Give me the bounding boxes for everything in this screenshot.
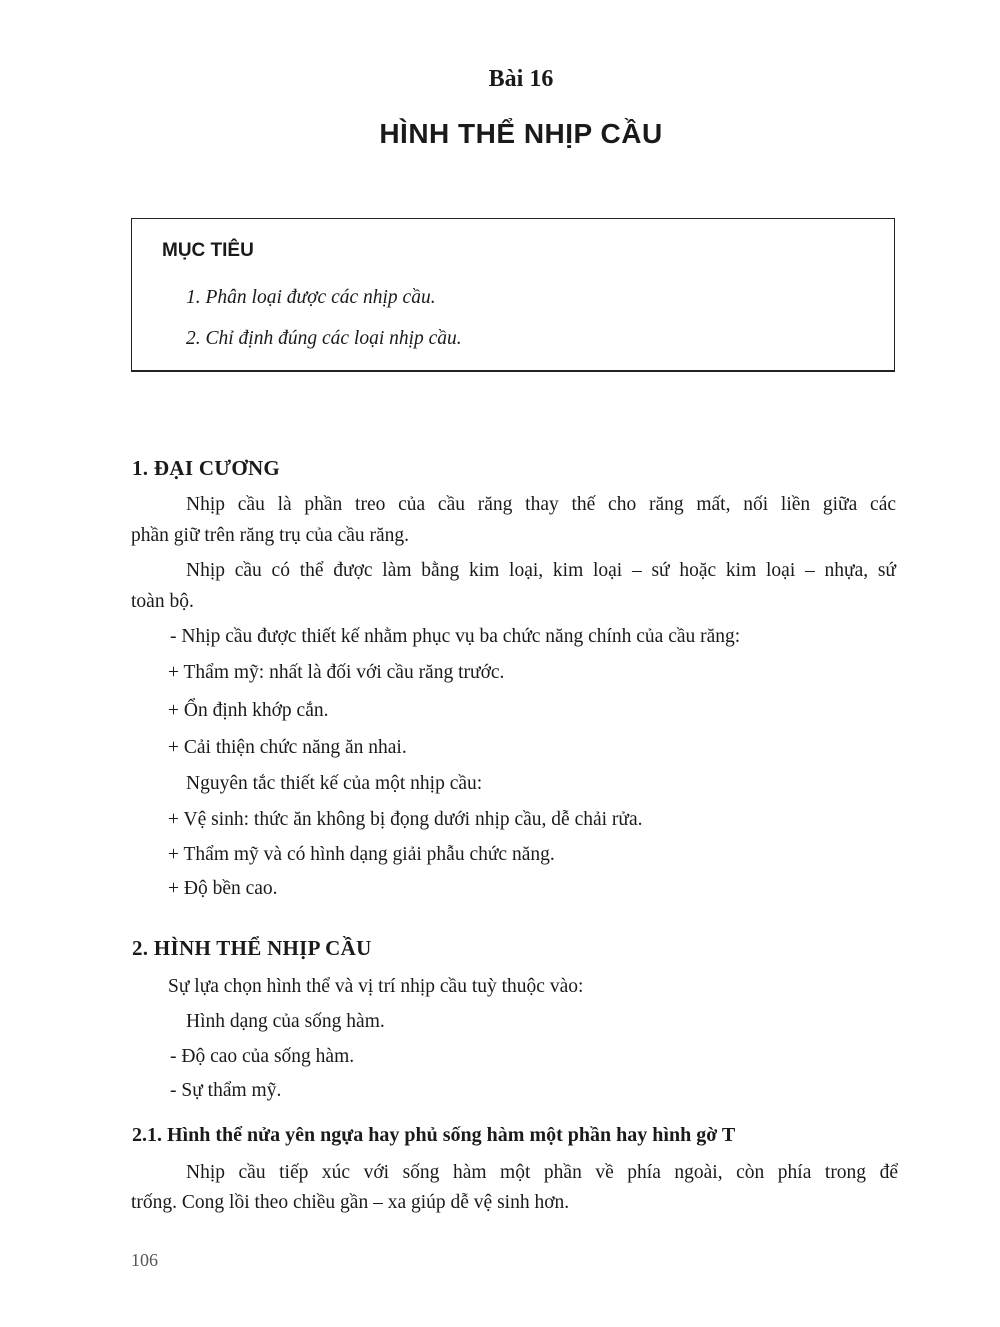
objective-item: 1. Phân loại được các nhịp cầu. — [186, 287, 436, 308]
paragraph-line: Nhịp cầu là phần treo của cầu răng thay thế cho răng mất, nối liền giữa các — [186, 494, 896, 515]
objective-item: 2. Chỉ định đúng các loại nhịp cầu. — [186, 328, 462, 349]
list-item: + Thẩm mỹ: nhất là đối với cầu răng trước. — [168, 662, 505, 683]
list-intro: Sự lựa chọn hình thể và vị trí nhịp cầu tuỳ thuộc vào: — [168, 976, 584, 997]
list-item: + Độ bền cao. — [168, 878, 278, 899]
list-item: - Sự thẩm mỹ. — [170, 1080, 282, 1101]
list-item: Hình dạng của sống hàm. — [186, 1011, 385, 1032]
list-item: + Vệ sinh: thức ăn không bị đọng dưới nhịp cầu, dễ chải rửa. — [168, 809, 643, 830]
list-item: + Thẩm mỹ và có hình dạng giải phẫu chức năng. — [168, 844, 555, 865]
paragraph-line: trống. Cong lồi theo chiều gần – xa giúp dễ vệ sinh hơn. — [131, 1192, 570, 1213]
list-item: + Ổn định khớp cắn. — [168, 700, 329, 721]
section-heading-general: 1. ĐẠI CƯƠNG — [132, 456, 281, 480]
list-intro: - Nhịp cầu được thiết kế nhằm phục vụ ba chức năng chính của cầu răng: — [170, 626, 741, 647]
list-item: - Độ cao của sống hàm. — [170, 1046, 355, 1067]
paragraph-line: phần giữ trên răng trụ của cầu răng. — [131, 525, 410, 546]
list-item: + Cải thiện chức năng ăn nhai. — [168, 737, 407, 758]
section-heading-shapes: 2. HÌNH THỂ NHỊP CẦU — [132, 936, 372, 960]
paragraph-line: Nhịp cầu tiếp xúc với sống hàm một phần về phía ngoài, còn phía trong để — [186, 1162, 898, 1183]
objectives-heading: MỤC TIÊU — [162, 240, 254, 261]
subsection-heading: 2.1. Hình thể nửa yên ngựa hay phủ sống hàm một phần hay hình gờ T — [132, 1124, 736, 1146]
paragraph-line: Nhịp cầu có thể được làm bằng kim loại, kim loại – sứ hoặc kim loại – nhựa, sứ — [186, 560, 896, 581]
page-title: HÌNH THỂ NHỊP CẦU — [379, 118, 663, 149]
list-intro: Nguyên tắc thiết kế của một nhịp cầu: — [186, 773, 483, 794]
lesson-number: Bài 16 — [488, 66, 554, 92]
paragraph-line: toàn bộ. — [131, 591, 194, 612]
page-number: 106 — [131, 1250, 158, 1270]
